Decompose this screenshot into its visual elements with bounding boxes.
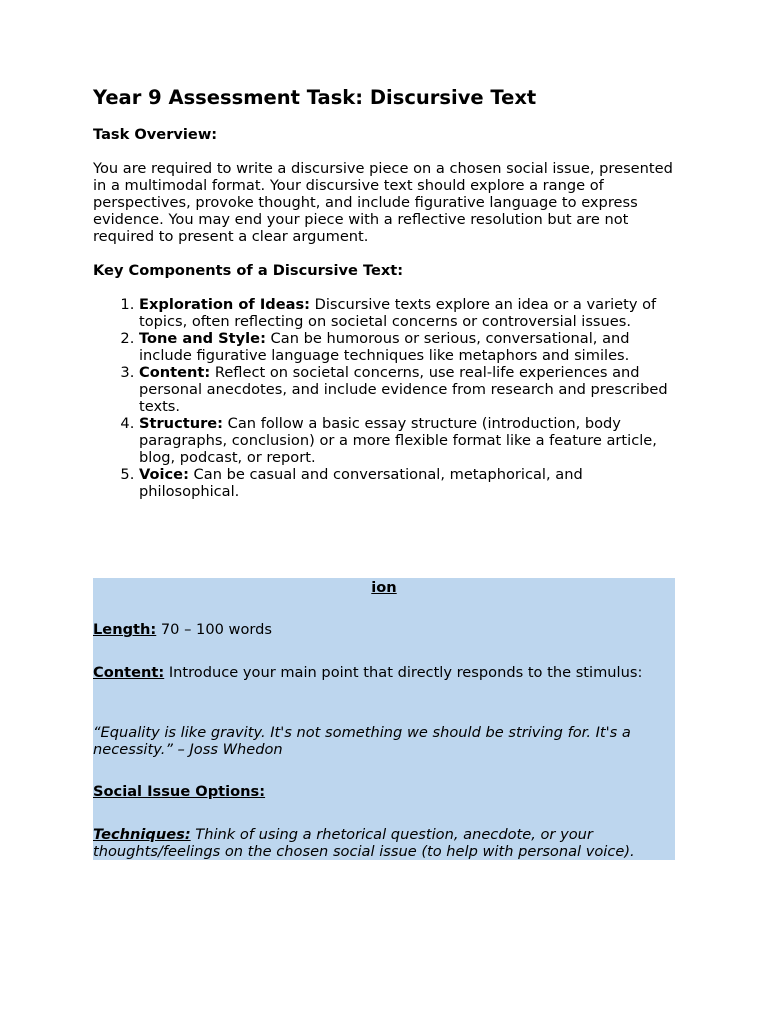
list-item-label: Tone and Style: xyxy=(139,330,266,347)
stimulus-quote: “Equality is like gravity. It's not something we should be striving for. It's a necessity.” – Joss Whedon xyxy=(93,724,631,758)
list-item-text: Reflect on societal concerns, use real-life experiences and personal anecdotes, and include evidence from research and prescribed texts. xyxy=(139,364,668,415)
content-line xyxy=(93,664,675,681)
overview-heading: Task Overview: xyxy=(93,126,218,143)
introduction-box xyxy=(93,578,675,860)
components-heading: Key Components of a Discursive Text: xyxy=(93,262,404,279)
list-item xyxy=(139,364,678,415)
list-item xyxy=(139,296,678,330)
list-item-label: Voice: xyxy=(139,466,189,483)
components-list xyxy=(93,296,678,500)
list-item-text: Can be casual and conversational, metaphorical, and philosophical. xyxy=(139,466,583,500)
content-value: Introduce your main point that directly responds to the stimulus: xyxy=(164,664,643,681)
length-label: Length: xyxy=(93,621,157,638)
social-issue-label: Social Issue Options: xyxy=(93,783,266,800)
list-item xyxy=(139,330,678,364)
list-item xyxy=(139,415,678,466)
list-item-text: Can follow a basic essay structure (introduction, body paragraphs, conclusion) or a more flexible format like a feature article, blog, podcast, or report. xyxy=(139,415,657,466)
list-item-text: Can be humorous or serious, conversational, and include figurative language techniques like metaphors and similes. xyxy=(139,330,630,364)
list-item-label: Structure: xyxy=(139,415,224,432)
list-item-text: Discursive texts explore an idea or a variety of topics, often reflecting on societal concerns or controversial issues. xyxy=(139,296,657,330)
page-title: Year 9 Assessment Task: Discursive Text xyxy=(93,86,537,109)
techniques-value: Think of using a rhetorical question, anecdote, or your thoughts/feelings on the chosen social issue (to help with personal voice). xyxy=(93,826,635,860)
content-label: Content: xyxy=(93,664,165,681)
list-item-label: Exploration of Ideas: xyxy=(139,296,310,313)
list-item-label: Content: xyxy=(139,364,211,381)
length-value: 70 – 100 words xyxy=(156,621,273,638)
overview-paragraph: You are required to write a discursive piece on a chosen social issue, presented in a multimodal format. Your discursive text should explore a range of perspectives, provoke thought, and include figurative language to express evidence. You may end your piece with a reflective resolution but are not required to present a clear argument. xyxy=(93,160,673,245)
document-body xyxy=(93,84,678,500)
techniques-line xyxy=(93,826,675,860)
length-line xyxy=(93,621,675,638)
box-title: ion xyxy=(371,579,397,596)
social-issue-line xyxy=(93,783,675,800)
list-item xyxy=(139,466,678,500)
techniques-label: Techniques: xyxy=(93,826,191,843)
